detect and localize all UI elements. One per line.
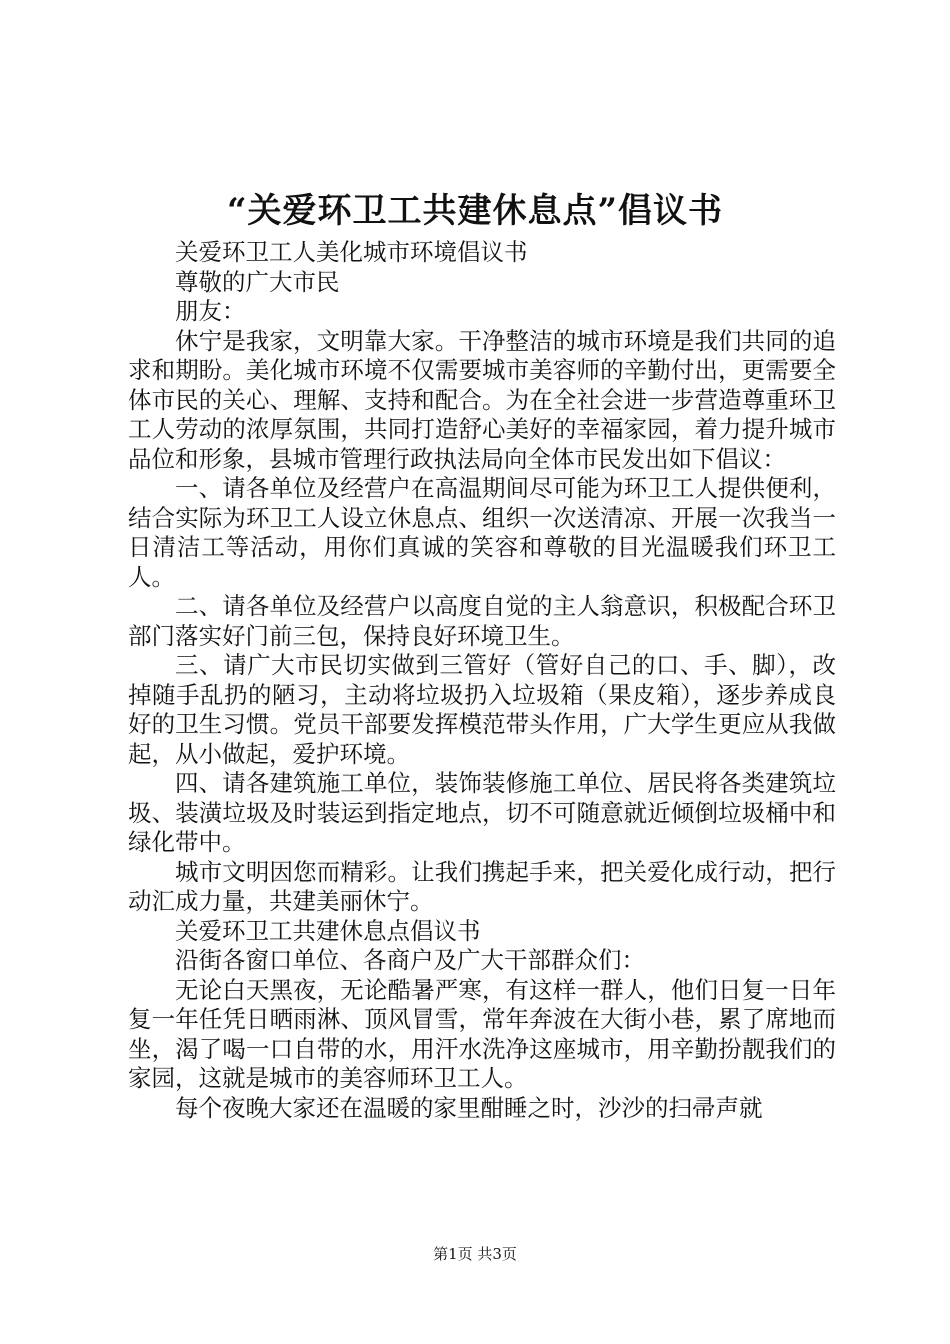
paragraph-salutation: 尊敬的广大市民	[175, 267, 340, 296]
document-title: “关爱环卫工共建休息点”倡议书	[226, 191, 724, 231]
document-body	[128, 238, 836, 1123]
paragraph-subtitle: 关爱环卫工人美化城市环境倡议书	[175, 238, 528, 266]
paragraph-closing: 城市文明因您而精彩。让我们携起手来，把关爱化成行动，把行动汇成力量，共建美丽休宁。	[128, 857, 836, 915]
paragraph-second-body: 无论白天黑夜，无论酷暑严寒，有这样一群人，他们日复一日年复一年任凭日晒雨淋、顶风冒雪，常年奔波在大街小巷，累了席地而坐，渴了喝一口自带的水，用汗水洗净这座城市，用辛勤扮靓我们的家园，这就是城市的美容师环卫工人。	[128, 975, 836, 1092]
paragraph-item-2: 二、请各单位及经营户以高度自觉的主人翁意识，积极配合环卫部门落实好门前三包，保持良好环境卫生。	[128, 592, 836, 650]
paragraph-second-title: 关爱环卫工共建休息点倡议书	[175, 916, 481, 945]
paragraph-item-4: 四、请各建筑施工单位，装饰装修施工单位、居民将各类建筑垃圾、装潢垃圾及时装运到指定地点，切不可随意就近倾倒垃圾桶中和绿化带中。	[128, 769, 836, 856]
paragraph-item-3: 三、请广大市民切实做到三管好（管好自己的口、手、脚），改掉随手乱扔的陋习，主动将垃圾扔入垃圾箱（果皮箱），逐步养成良好的卫生习惯。党员干部要发挥模范带头作用，广大学生更应从我做起，从小做起，爱护环境。	[128, 651, 836, 768]
paragraph-intro: 休宁是我家，文明靠大家。干净整洁的城市环境是我们共同的追求和期盼。美化城市环境不仅需要城市美容师的辛勤付出，更需要全体市民的关心、理解、支持和配合。为在全社会进一步营造尊重环卫工人劳动的浓厚氛围，共同打造舒心美好的幸福家园，着力提升城市品位和形象，县城市管理行政执法局向全体市民发出如下倡议：	[128, 326, 836, 473]
paragraph-salutation-cont: 朋友：	[175, 297, 246, 325]
paragraph-second-salutation: 沿街各窗口单位、各商户及广大干部群众们：	[175, 946, 645, 974]
paragraph-item-1: 一、请各单位及经营户在高温期间尽可能为环卫工人提供便利，结合实际为环卫工人设立休息点、组织一次送清凉、开展一次我当一日清洁工等活动，用你们真诚的笑容和尊敬的目光温暖我们环卫工人。	[128, 474, 836, 591]
page-footer: 第1页 共3页	[433, 1245, 517, 1263]
paragraph-second-body-cont: 每个夜晚大家还在温暖的家里酣睡之时，沙沙的扫帚声就	[175, 1093, 763, 1122]
